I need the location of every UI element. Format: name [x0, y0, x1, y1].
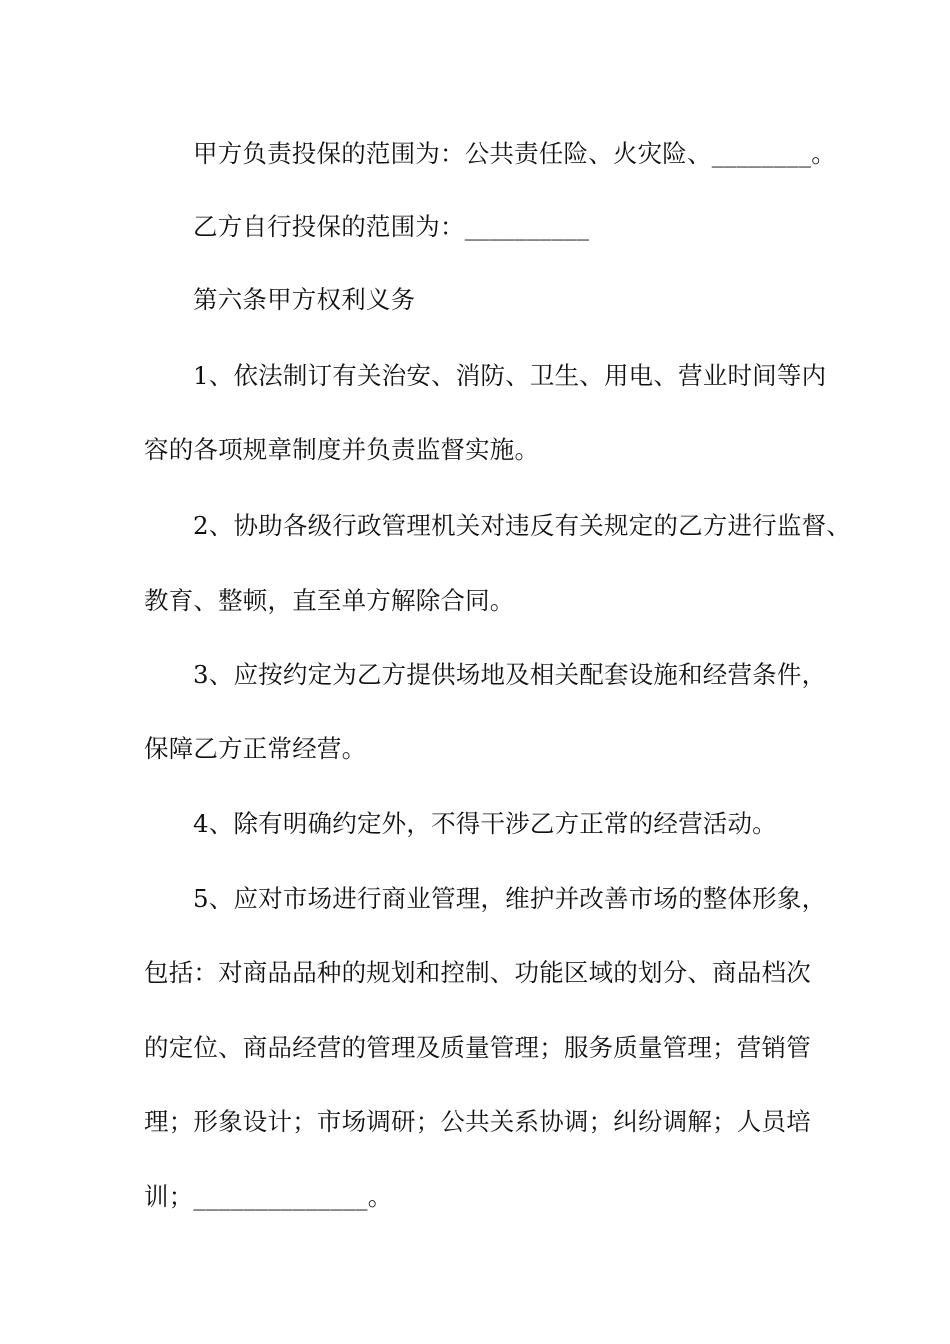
clause-5-line-4: 理；形象设计；市场调研；公共关系协调；纠纷调解；人员培: [144, 1107, 811, 1136]
clause-5-line-2: 包括：对商品品种的规划和控制、功能区域的划分、商品档次: [144, 958, 811, 987]
clause-5-line-3: 的定位、商品经营的管理及质量管理；服务质量管理；营销管: [144, 1033, 811, 1062]
clause-1-line-1: 1、依法制订有关治安、消防、卫生、用电、营业时间等内: [193, 361, 827, 390]
clause-3-line-1: 3、应按约定为乙方提供场地及相关配套设施和经营条件，: [193, 660, 827, 689]
clause-4-line: 4、除有明确约定外，不得干涉乙方正常的经营活动。: [193, 809, 777, 838]
insurance-party-b-line: 乙方自行投保的范围为：__________: [193, 212, 590, 241]
clause-3-line-2: 保障乙方正常经营。: [144, 734, 367, 763]
clause-5-line-1: 5、应对市场进行商业管理，维护并改善市场的整体形象，: [193, 884, 827, 913]
clause-2-line-1: 2、协助各级行政管理机关对违反有关规定的乙方进行监督、: [193, 511, 851, 540]
clause-5-line-5: 训；______________。: [144, 1182, 393, 1211]
insurance-party-a-line: 甲方负责投保的范围为：公共责任险、火灾险、________。: [193, 139, 836, 168]
clause-2-line-2: 教育、整顿，直至单方解除合同。: [144, 586, 515, 615]
article-six-heading: 第六条甲方权利义务: [193, 285, 416, 314]
clause-1-line-2: 容的各项规章制度并负责监督实施。: [144, 435, 540, 464]
